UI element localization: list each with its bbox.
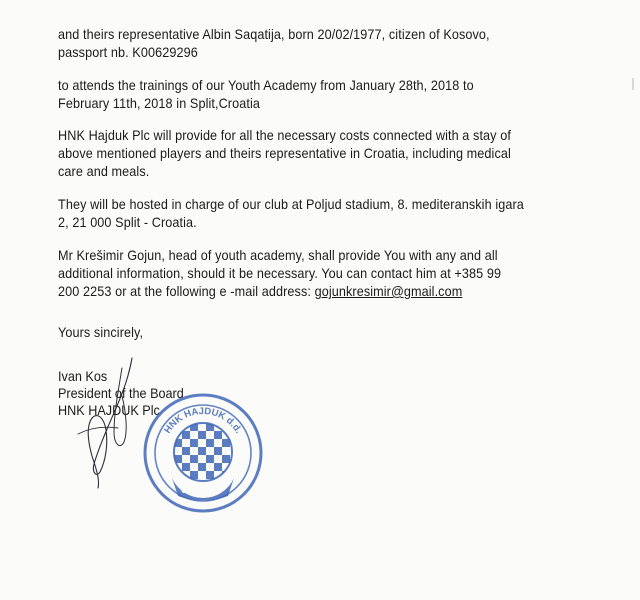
text-line: passport nb. K00629296 <box>58 45 198 60</box>
paper-mark <box>632 78 634 90</box>
handwritten-signature <box>70 352 150 492</box>
closing-line <box>58 324 560 342</box>
paragraph-contact <box>58 247 560 301</box>
email-link[interactable]: gojunkresimir@gmail.com <box>314 284 463 299</box>
text-line: to attends the trainings of our Youth Academy from January 28th, 2018 to <box>58 78 474 93</box>
paragraph-representative <box>58 26 560 62</box>
paragraph-training-dates <box>58 77 560 113</box>
text-line-prefix: 200 2253 or at the following e -mail address: <box>58 284 315 299</box>
club-seal-stamp <box>142 392 264 514</box>
closing-text: Yours sincirely, <box>58 325 144 340</box>
seal-text-top: HNK HAJDUK d.d. <box>162 405 244 436</box>
signatory-company: HNK HAJDUK Plc <box>58 403 160 418</box>
signatory-title: President of the Board <box>58 386 184 401</box>
paragraph-costs <box>58 127 560 181</box>
text-line <box>58 283 560 301</box>
text-line: They will be hosted in charge of our club at Poljud stadium, 8. mediteranskih igara <box>58 197 524 212</box>
text-line: HNK Hajduk Plc will provide for all the necessary costs connected with a stay of <box>58 128 511 143</box>
paragraph-hosting <box>58 196 560 232</box>
text-line: and theirs representative Albin Saqatija, born 20/02/1977, citizen of Kosovo, <box>58 27 490 42</box>
text-line: above mentioned players and theirs representative in Croatia, including medical <box>58 146 511 161</box>
text-line: Mr Krešimir Gojun, head of youth academy, shall provide You with any and all <box>58 248 498 263</box>
text-line: additional information, should it be necessary. You can contact him at +385 99 <box>58 266 502 281</box>
signatory-name: Ivan Kos <box>58 369 108 384</box>
text-line: care and meals. <box>58 164 150 179</box>
seal-text-bottom: SPLIT <box>180 482 226 496</box>
text-line: 2, 21 000 Split - Croatia. <box>58 215 197 230</box>
text-line: February 11th, 2018 in Split,Croatia <box>58 96 260 111</box>
